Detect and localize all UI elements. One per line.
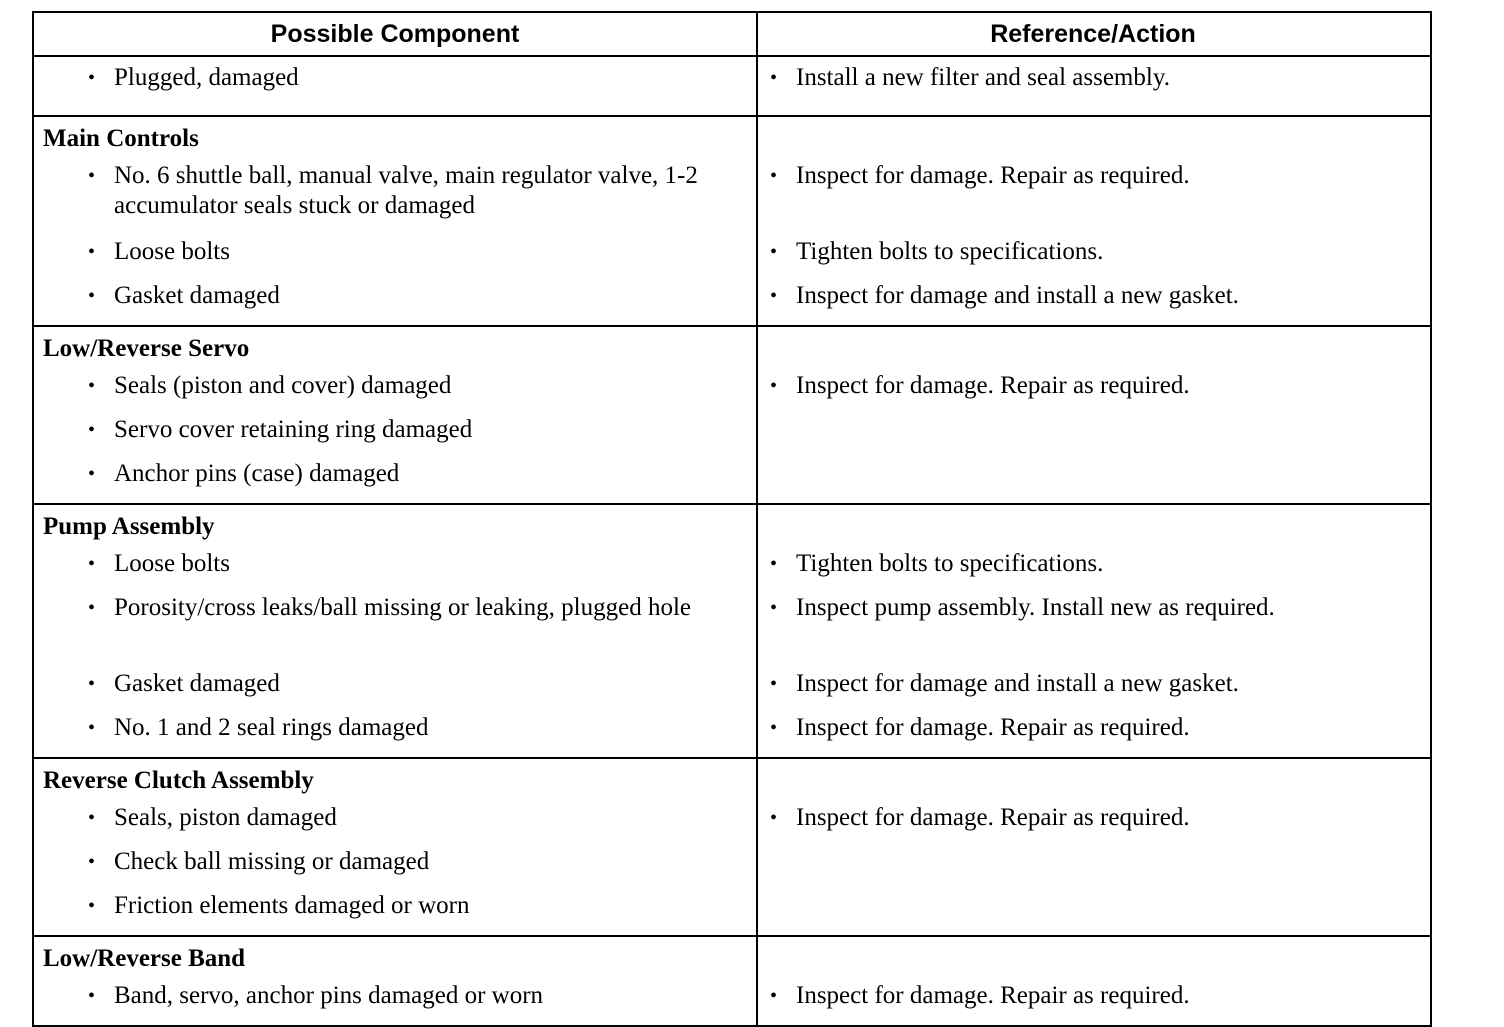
bullet-icon: • [88,717,96,739]
component-text: Gasket damaged [114,670,280,697]
component-cell [34,415,756,445]
action-cell [756,981,1430,1011]
table-row [34,803,1430,847]
action-cell [756,237,1430,267]
bullet-icon: • [770,807,778,829]
bullet-icon: • [770,67,778,89]
bullet-icon: • [770,285,778,307]
component-cell [34,459,756,489]
bullet-icon: • [88,285,96,307]
table-body [34,57,1430,1025]
table-section [34,57,1430,117]
component-cell [34,803,756,833]
bullet-icon: • [88,419,96,441]
action-text: Inspect for damage and install a new gasket. [796,670,1239,697]
table-section [34,505,1430,759]
table-row [34,593,1430,669]
action-cell [756,593,1430,623]
section-heading: Pump Assembly [43,513,215,540]
table-row [34,713,1430,757]
component-text: Seals (piston and cover) damaged [114,372,452,399]
bullet-icon: • [88,895,96,917]
bullet-icon: • [770,597,778,619]
table-section [34,117,1430,327]
action-text: Inspect for damage. Repair as required. [796,804,1190,831]
table-row [34,63,1430,107]
bullet-icon: • [88,985,96,1007]
column-header-action: Reference/Action [990,19,1196,48]
component-cell [34,63,756,93]
column-header-component: Possible Component [270,19,520,48]
bullet-icon: • [88,553,96,575]
action-cell [756,669,1430,699]
component-cell [34,237,756,267]
action-cell [756,713,1430,743]
component-cell [34,281,756,311]
table-row [34,669,1430,713]
table-row [34,981,1430,1025]
bullet-icon: • [770,985,778,1007]
component-text: Seals, piston damaged [114,804,337,831]
component-cell [34,593,756,623]
table-header-row [34,13,1430,57]
section-heading: Reverse Clutch Assembly [43,767,314,794]
component-cell [34,549,756,579]
component-text: Plugged, damaged [114,64,299,91]
bullet-icon: • [88,375,96,397]
action-text: Install a new filter and seal assembly. [796,64,1170,91]
diagnosis-table [32,11,1432,1027]
component-cell [34,161,756,221]
action-cell [756,63,1430,93]
action-cell [756,371,1430,401]
bullet-icon: • [88,851,96,873]
component-cell [34,891,756,921]
bullet-icon: • [770,241,778,263]
table-row [34,371,1430,415]
bullet-icon: • [88,673,96,695]
section-heading: Main Controls [43,125,199,152]
component-text: No. 1 and 2 seal rings damaged [114,714,429,741]
component-cell [34,981,756,1011]
table-section [34,327,1430,505]
bullet-icon: • [770,165,778,187]
bullet-icon: • [88,597,96,619]
action-text: Inspect for damage and install a new gasket. [796,282,1239,309]
table-row [34,281,1430,325]
bullet-icon: • [770,375,778,397]
component-text: Friction elements damaged or worn [114,892,470,919]
bullet-icon: • [88,67,96,89]
action-cell [756,281,1430,311]
action-text: Tighten bolts to specifications. [796,238,1104,265]
bullet-icon: • [88,463,96,485]
component-cell [34,371,756,401]
component-text: No. 6 shuttle ball, manual valve, main regulator valve, 1-2 accumulator seals stuck or damaged [114,162,698,219]
action-text: Inspect for damage. Repair as required. [796,162,1190,189]
table-row [34,549,1430,593]
bullet-icon: • [88,241,96,263]
table-row [34,415,1430,459]
component-text: Gasket damaged [114,282,280,309]
bullet-icon: • [770,717,778,739]
component-text: Loose bolts [114,550,230,577]
document-page [32,11,1432,1027]
bullet-icon: • [770,673,778,695]
component-cell [34,847,756,877]
table-section [34,759,1430,937]
action-text: Inspect pump assembly. Install new as required. [796,594,1275,621]
section-heading: Low/Reverse Servo [43,335,250,362]
action-cell [756,803,1430,833]
table-row [34,459,1430,503]
action-text: Inspect for damage. Repair as required. [796,714,1190,741]
component-text: Anchor pins (case) damaged [114,460,400,487]
table-row [34,237,1430,281]
action-text: Inspect for damage. Repair as required. [796,982,1190,1009]
table-row [34,891,1430,935]
component-text: Porosity/cross leaks/ball missing or leaking, plugged hole [114,594,692,621]
action-text: Inspect for damage. Repair as required. [796,372,1190,399]
bullet-icon: • [88,165,96,187]
table-row [34,847,1430,891]
action-text: Tighten bolts to specifications. [796,550,1104,577]
section-heading: Low/Reverse Band [43,945,246,972]
component-cell [34,669,756,699]
bullet-icon: • [770,553,778,575]
component-text: Servo cover retaining ring damaged [114,416,473,443]
table-section [34,937,1430,1025]
action-cell [756,549,1430,579]
component-text: Band, servo, anchor pins damaged or worn [114,982,544,1009]
component-text: Check ball missing or damaged [114,848,430,875]
component-cell [34,713,756,743]
table-row [34,161,1430,237]
component-text: Loose bolts [114,238,230,265]
bullet-icon: • [88,807,96,829]
action-cell [756,161,1430,191]
